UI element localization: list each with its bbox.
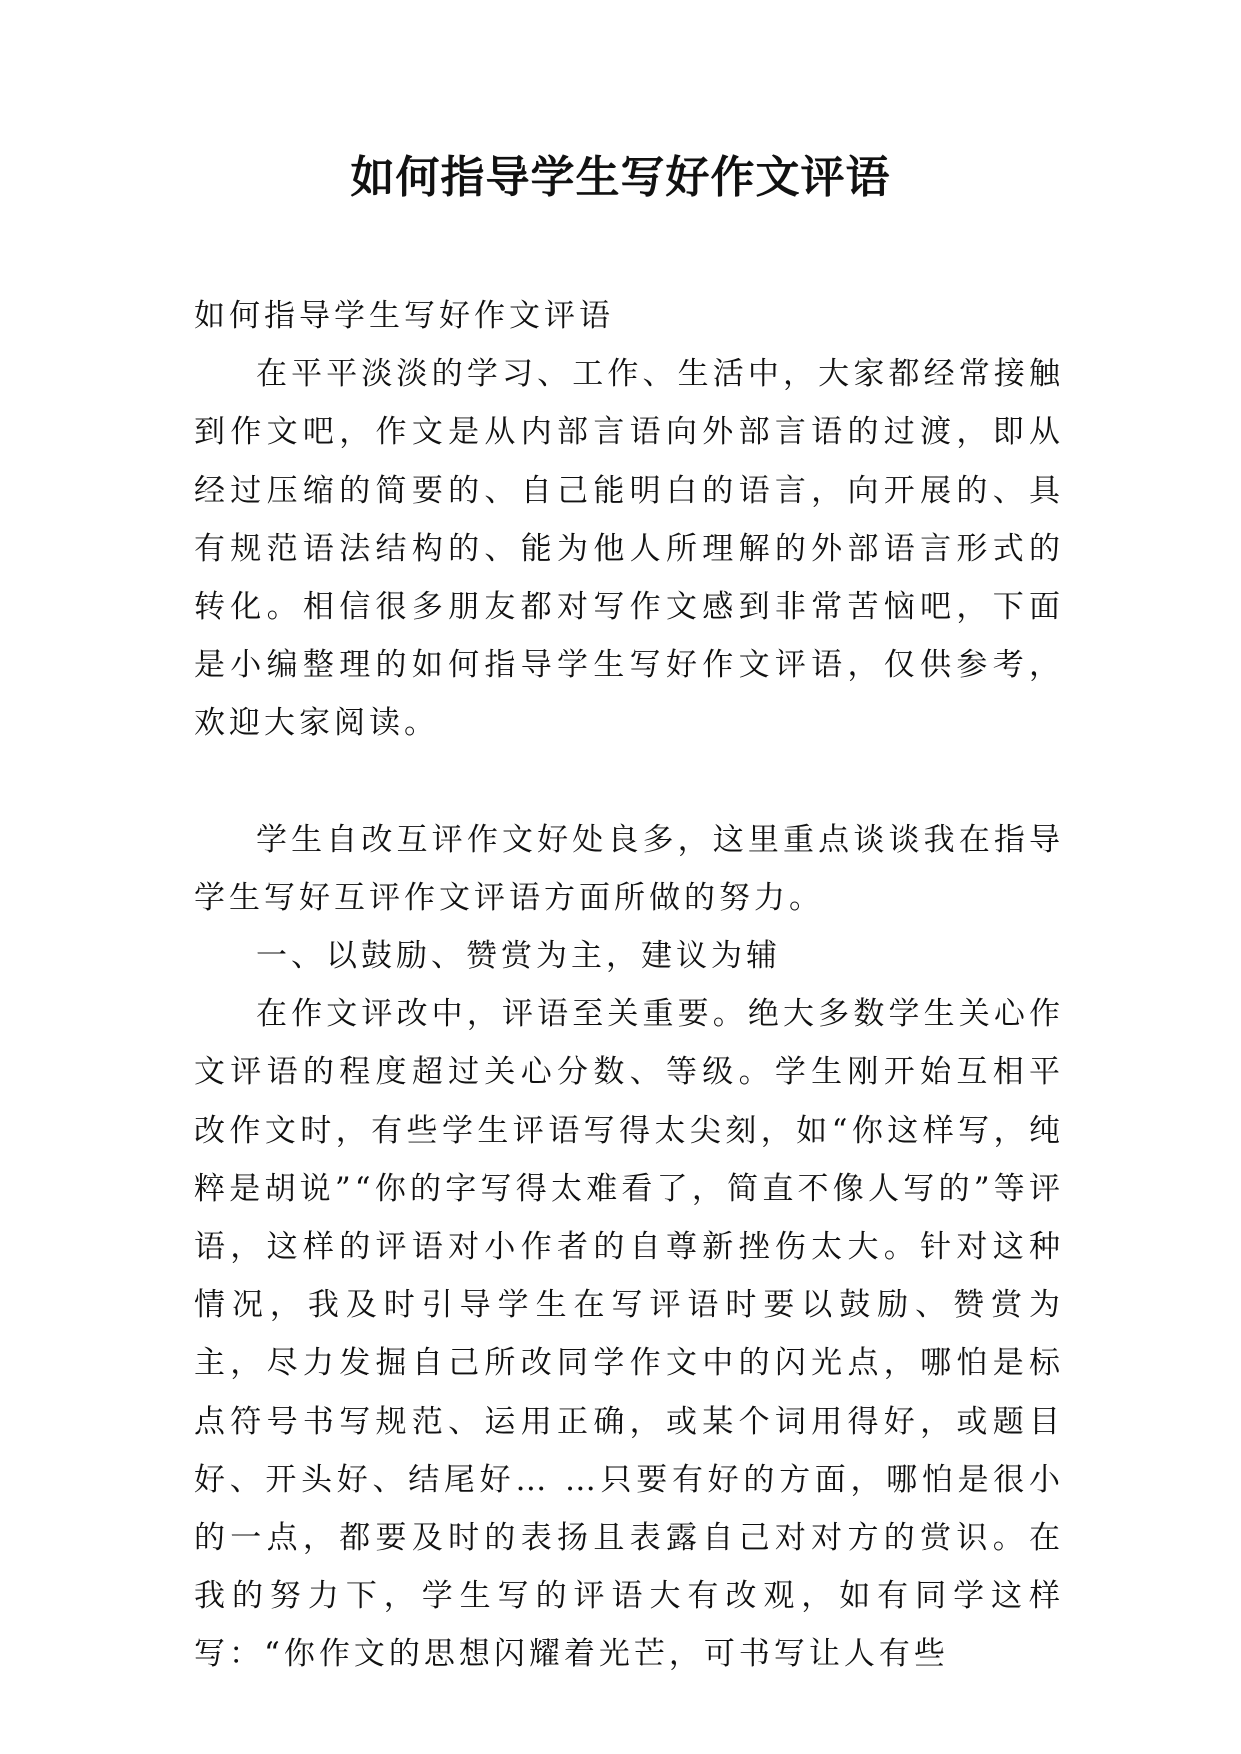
- paragraph-spacer: [194, 753, 1064, 811]
- paragraph-intro: 在平平淡淡的学习、工作、生活中，大家都经常接触到作文吧，作文是从内部言语向外部言语的过渡，即从经过压缩的简要的、自己能明白的语言，向开展的、具有规范语法结构的、能为他人所理解的外部语言形式的转化。相信很多朋友都对写作文感到非常苦恼吧，下面是小编整理的如何指导学生写好作文评语，仅供参考，欢迎大家阅读。: [194, 356, 1064, 742]
- document-subtitle: 如何指导学生写好作文评语: [194, 298, 614, 334]
- document-body: [194, 287, 1064, 1684]
- section-heading-1: 一、以鼓励、赞赏为主，建议为辅: [256, 938, 781, 975]
- paragraph-overview: 学生自改互评作文好处良多，这里重点谈谈我在指导学生写好互评作文评语方面所做的努力。: [194, 821, 1064, 916]
- document-title: 如何指导学生写好作文评语: [350, 152, 891, 203]
- paragraph-section-1: 在作文评改中，评语至关重要。绝大多数学生关心作文评语的程度超过关心分数、等级。学生刚开始互相平改作文时，有些学生评语写得太尖刻，如“你这样写，纯粹是胡说”“你的字写得太难看了，简直不像人写的”等评语，这样的评语对小作者的自尊新挫伤太大。针对这种情况，我及时引导学生在写评语时要以鼓励、赞赏为主，尽力发掘自己所改同学作文中的闪光点，哪怕是标点符号书写规范、运用正确，或某个词用得好，或题目好、开头好、结尾好… …只要有好的方面，哪怕是很小的一点，都要及时的表扬且表露自己对对方的赏识。在我的努力下，学生写的评语大有改观，如有同学这样写：“你作文的思想闪耀着光芒，可书写让人有些: [194, 996, 1064, 1673]
